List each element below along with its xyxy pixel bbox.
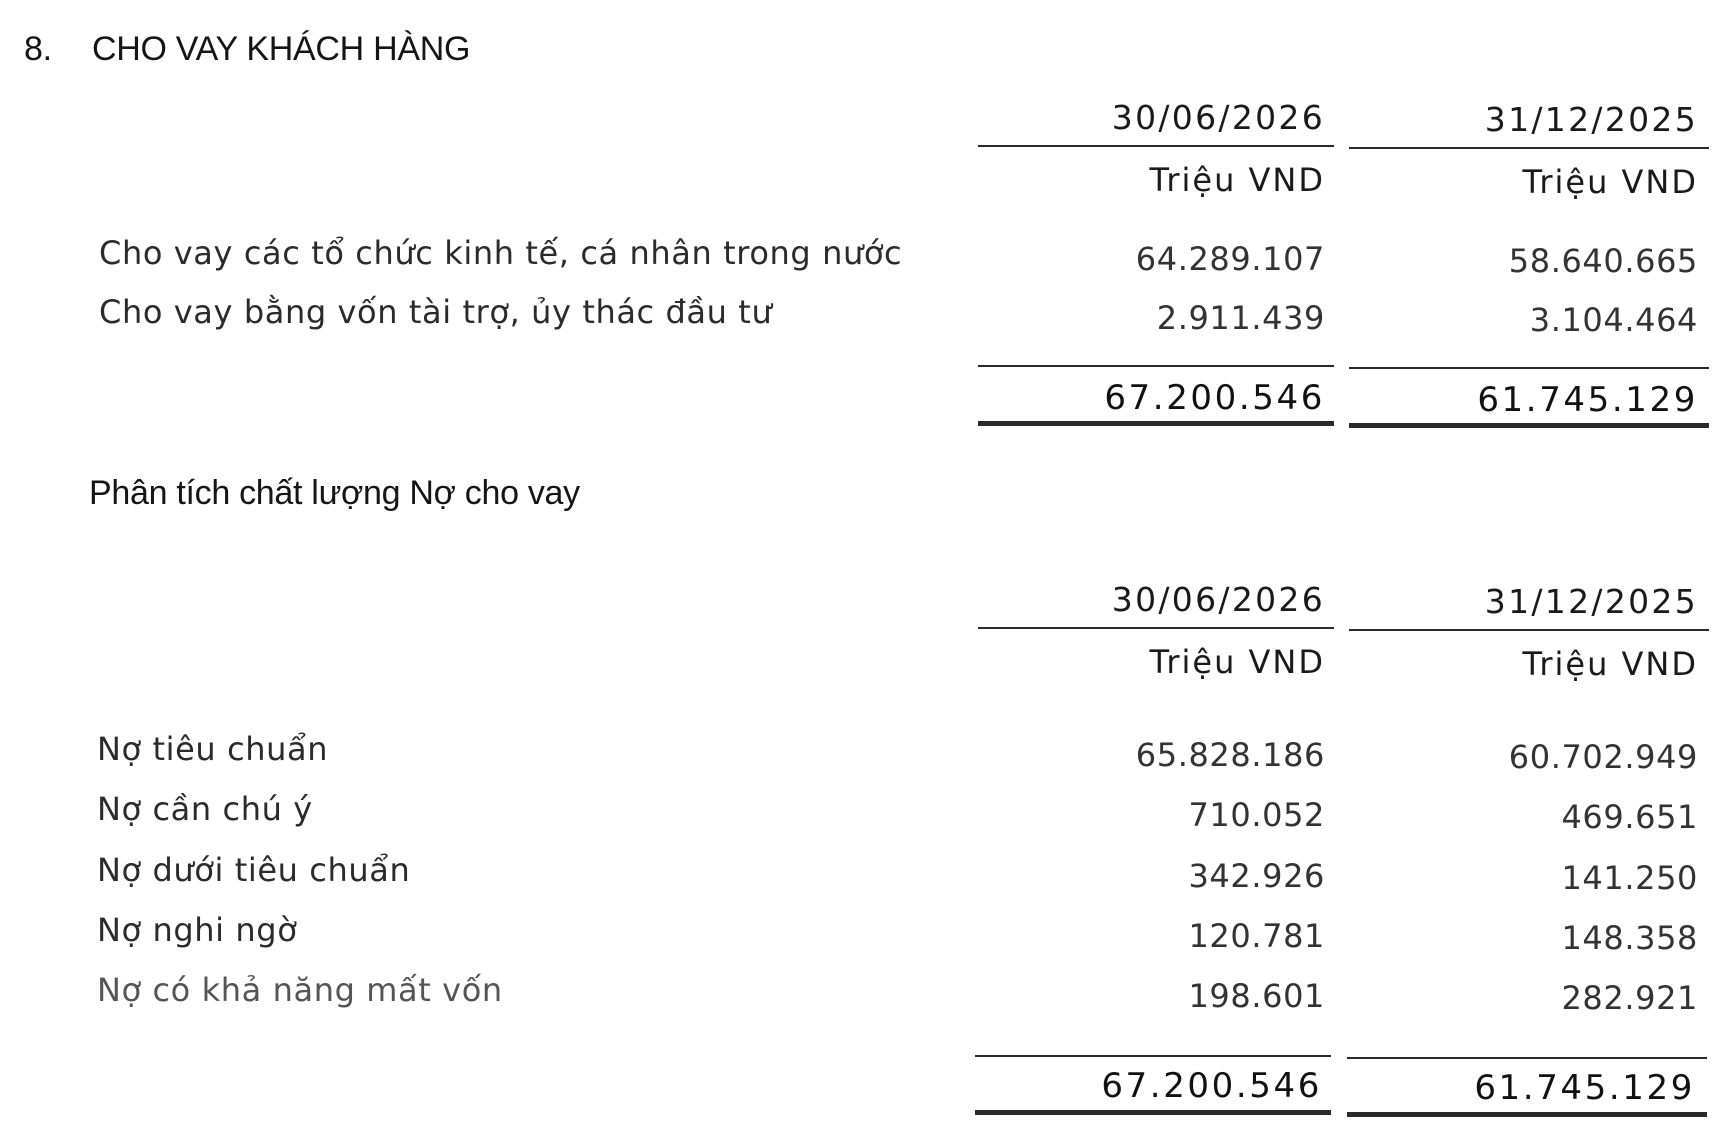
column-unit-1: Triệu VND <box>1149 643 1325 681</box>
row-value: 64.289.107 <box>1135 240 1325 278</box>
row-label: Nợ dưới tiêu chuẩn <box>97 851 411 889</box>
row-value: 58.640.665 <box>1508 242 1698 280</box>
row-value: 65.828.186 <box>1135 736 1325 774</box>
total-rule <box>1347 1057 1707 1059</box>
row-value: 3.104.464 <box>1529 301 1698 339</box>
column-header-date-1: 30/06/2026 <box>1111 580 1325 619</box>
total-rule <box>975 1055 1331 1057</box>
row-value: 342.926 <box>1188 857 1325 895</box>
row-label: Nợ tiêu chuẩn <box>97 730 329 768</box>
total-value: 67.200.546 <box>1101 1066 1322 1106</box>
column-unit-2: Triệu VND <box>1522 163 1698 201</box>
row-label: Nợ có khả năng mất vốn <box>97 971 503 1009</box>
total-value: 61.745.129 <box>1477 380 1698 420</box>
total-double-rule <box>975 1110 1331 1115</box>
header-rule <box>978 145 1334 147</box>
row-value: 469.651 <box>1561 798 1698 836</box>
row-value: 2.911.439 <box>1156 299 1325 337</box>
row-label: Cho vay bằng vốn tài trợ, ủy thác đầu tư <box>99 293 773 331</box>
row-value: 710.052 <box>1188 796 1325 834</box>
column-header-date-2: 31/12/2025 <box>1484 582 1698 621</box>
header-rule <box>1349 629 1709 631</box>
header-rule <box>1349 147 1709 149</box>
row-label: Nợ cần chú ý <box>97 790 313 828</box>
section-title: CHO VAY KHÁCH HÀNG <box>92 30 471 68</box>
section-number: 8. <box>24 30 52 68</box>
total-double-rule <box>1347 1112 1707 1117</box>
total-rule <box>1349 367 1709 369</box>
total-value: 67.200.546 <box>1104 378 1325 418</box>
row-value: 60.702.949 <box>1508 738 1698 776</box>
subsection-title: Phân tích chất lượng Nợ cho vay <box>89 474 580 512</box>
row-value: 120.781 <box>1188 917 1325 955</box>
row-value: 282.921 <box>1561 979 1698 1017</box>
row-value: 141.250 <box>1561 859 1698 897</box>
column-header-date-2: 31/12/2025 <box>1484 100 1698 139</box>
column-unit-1: Triệu VND <box>1149 161 1325 199</box>
row-label: Cho vay các tổ chức kinh tế, cá nhân trong nước <box>99 234 903 272</box>
total-rule <box>978 365 1334 367</box>
row-value: 148.358 <box>1561 919 1698 957</box>
column-header-date-1: 30/06/2026 <box>1111 98 1325 137</box>
header-rule <box>978 627 1334 629</box>
total-double-rule <box>978 421 1334 426</box>
row-value: 198.601 <box>1188 977 1325 1015</box>
total-value: 61.745.129 <box>1474 1068 1695 1108</box>
column-unit-2: Triệu VND <box>1522 645 1698 683</box>
total-double-rule <box>1349 423 1709 428</box>
row-label: Nợ nghi ngờ <box>97 911 298 949</box>
